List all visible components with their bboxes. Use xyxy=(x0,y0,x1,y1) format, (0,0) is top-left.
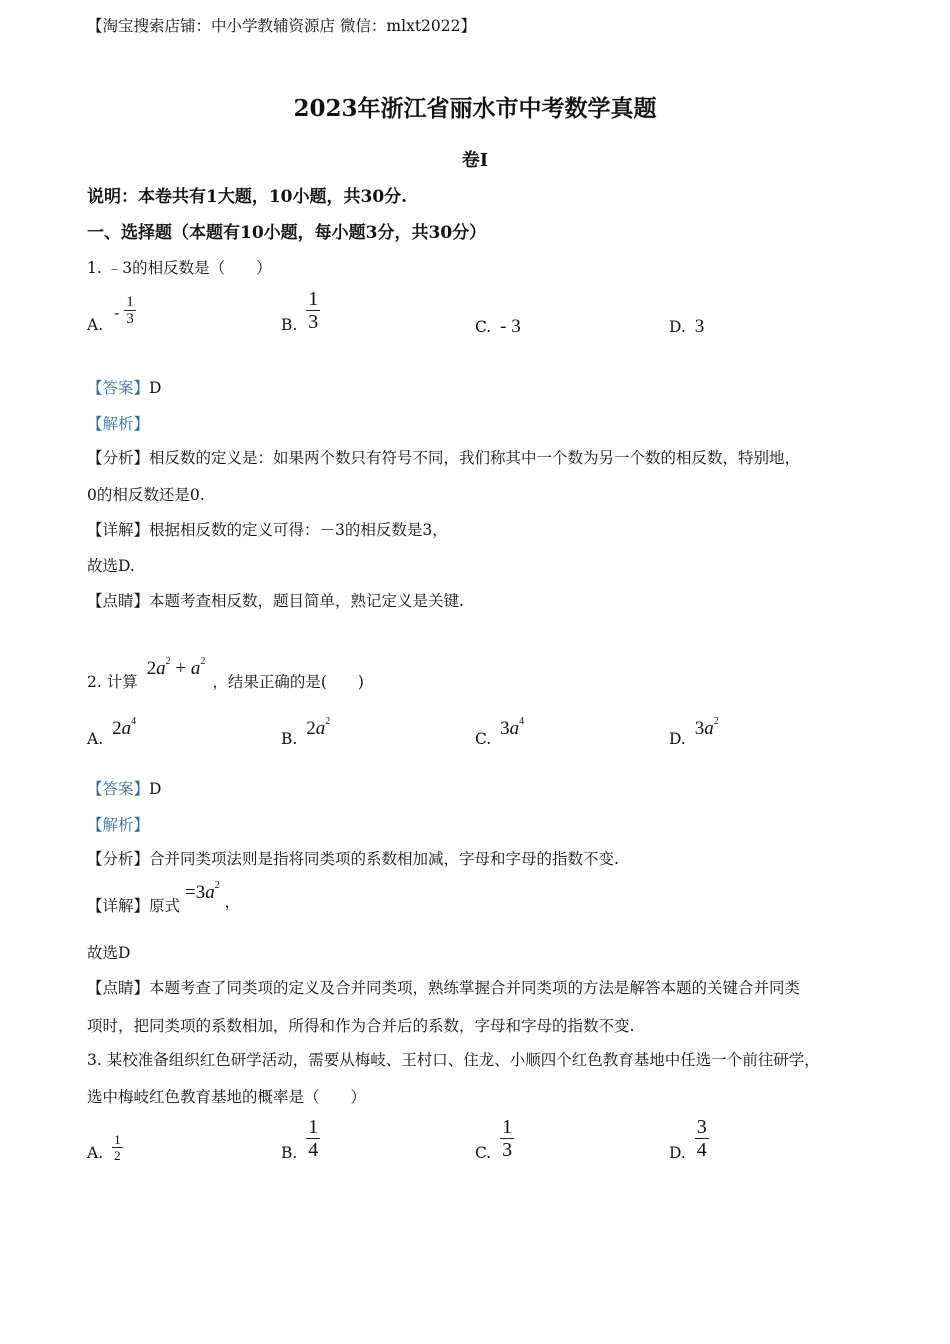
q1-dianjing-text: 本题考查相反数，题目简单，熟记定义是关键. xyxy=(149,592,464,610)
q3-option-b-denominator: 4 xyxy=(308,1139,319,1161)
q1-stem: 1. ﹣3的相反数是（ ） xyxy=(87,259,272,277)
q1-option-a-label: A. xyxy=(87,316,104,334)
q2-option-d xyxy=(669,716,719,748)
q2-analysis-label: 【解析】 xyxy=(87,816,150,834)
q2-option-b-coef: 2 xyxy=(306,718,316,739)
q2-fenxi-label: 【分析】 xyxy=(87,850,150,868)
q2-option-a-coef: 2 xyxy=(112,718,122,739)
q1-option-a-denominator: 3 xyxy=(126,311,134,327)
q3-option-d-denominator: 4 xyxy=(696,1139,707,1161)
q2-option-b-exp: 2 xyxy=(325,716,331,727)
q2-option-c xyxy=(475,716,524,748)
q1-answer xyxy=(87,376,161,398)
q1-fenxi xyxy=(87,446,800,468)
q1-option-a xyxy=(87,290,136,334)
q1-option-b-label: B. xyxy=(281,316,298,334)
q2-option-d-var: a xyxy=(704,718,714,739)
q3-stem-line1: 3. 某校准备组织红色研学活动，需要从梅岐、王村口、住龙、小顺四个红色教育基地中任选一个前往研学， xyxy=(87,1051,820,1069)
q2-xiangjie-label: 【详解】 xyxy=(87,897,150,915)
q2-xiangjie-expr xyxy=(185,880,220,904)
q1-option-b-denominator: 3 xyxy=(308,311,319,333)
q2-option-c-expr xyxy=(500,716,524,740)
q1-fenxi-text: 相反数的定义是：如果两个数只有符号不同，我们称其中一个数为另一个数的相反数，特别地， xyxy=(149,449,801,467)
q1-xiangjie-label: 【详解】 xyxy=(87,521,150,539)
q2-option-a-var: a xyxy=(121,718,132,739)
q1-option-a-fraction xyxy=(124,294,136,327)
q3-option-b-fraction xyxy=(306,1116,320,1161)
q2-expr-coef: 2 xyxy=(146,658,157,679)
q2-option-d-label: D. xyxy=(669,730,686,748)
q1-option-d-value: 3 xyxy=(694,316,705,337)
q2-option-c-label: C. xyxy=(475,730,492,748)
section-heading: 一、选择题（本题有10小题，每小题3分，共30分） xyxy=(87,223,487,243)
q2-option-a-exp: 4 xyxy=(131,716,137,727)
q3-option-b-numerator: 1 xyxy=(308,1116,319,1138)
q2-stem-prefix: 2. 计算 xyxy=(87,673,138,691)
q1-option-d-label: D. xyxy=(669,318,686,336)
q2-stem xyxy=(87,656,364,692)
q3-option-c-numerator: 1 xyxy=(502,1116,513,1138)
q1-option-c xyxy=(475,316,521,338)
q2-option-c-coef: 3 xyxy=(500,718,510,739)
q2-option-c-var: a xyxy=(509,718,520,739)
q3-option-d-label: D. xyxy=(669,1144,686,1162)
q3-option-b xyxy=(281,1116,320,1162)
q1-answer-label: 【答案】 xyxy=(87,379,150,397)
q1-option-b-fraction xyxy=(306,288,320,333)
q1-fenxi-label: 【分析】 xyxy=(87,449,150,467)
q3-option-c-denominator: 3 xyxy=(502,1139,513,1161)
q2-dianjing xyxy=(87,976,800,998)
q2-xiangjie-suffix: ， xyxy=(224,893,241,911)
q2-answer xyxy=(87,777,161,799)
q2-xiangjie-var: a xyxy=(205,882,215,903)
q2-option-b-label: B. xyxy=(281,730,298,748)
q1-dianjing xyxy=(87,589,464,611)
q3-option-a-fraction xyxy=(112,1132,123,1163)
q1-xiangjie xyxy=(87,518,448,540)
q2-option-d-expr xyxy=(695,716,719,740)
q3-option-a xyxy=(87,1132,123,1163)
q2-xiangjie-prefix: 原式 xyxy=(149,897,181,915)
q3-option-b-label: B. xyxy=(281,1144,298,1162)
q1-option-a-numerator: 1 xyxy=(126,294,134,310)
q2-fenxi xyxy=(87,847,619,869)
q2-xiangjie-exp: 2 xyxy=(214,880,220,891)
q2-fenxi-text: 合并同类项法则是指将同类项的系数相加减，字母和字母的指数不变. xyxy=(149,850,619,868)
q1-choose: 故选D. xyxy=(87,557,135,575)
q2-dianjing-label: 【点睛】 xyxy=(87,979,150,997)
q1-analysis-label: 【解析】 xyxy=(87,415,150,433)
q2-choose: 故选D xyxy=(87,944,131,962)
paper-title: 2023年浙江省丽水市中考数学真题 xyxy=(293,95,657,122)
volume-title: 卷Ⅰ xyxy=(461,150,489,171)
q2-option-b-expr xyxy=(306,716,330,740)
q2-option-b-var: a xyxy=(315,718,326,739)
q2-dianjing-line2: 项时，把同类项的系数相加，所得和作为合并后的系数，字母和字母的指数不变. xyxy=(87,1017,635,1035)
q3-option-c-label: C. xyxy=(475,1144,492,1162)
q3-option-a-label: A. xyxy=(87,1144,104,1162)
q2-option-d-coef: 3 xyxy=(694,718,705,739)
page-header: 【淘宝搜索店铺：中小学教辅资源店 微信：mlxt2022】 xyxy=(87,17,477,35)
q1-dianjing-label: 【点睛】 xyxy=(87,592,150,610)
q2-expr-exp2: 2 xyxy=(200,656,206,667)
q3-option-d xyxy=(669,1116,709,1162)
q2-expr-plus: + xyxy=(175,658,187,679)
q2-expr-var2: a xyxy=(190,658,201,679)
q2-option-a-expr xyxy=(112,716,136,740)
q2-option-b xyxy=(281,716,330,748)
q2-xiangjie xyxy=(87,880,240,916)
q2-expr-exp1: 2 xyxy=(165,656,171,667)
q1-answer-value: D xyxy=(149,379,162,397)
q2-option-c-exp: 4 xyxy=(519,716,525,727)
q3-option-a-numerator: 1 xyxy=(114,1132,121,1147)
q1-option-c-label: C. xyxy=(475,318,492,336)
q3-stem-line2: 选中梅岐红色教育基地的概率是（ ） xyxy=(87,1088,367,1106)
q2-stem-suffix: ，结果正确的是( ) xyxy=(212,673,364,691)
q2-dianjing-text: 本题考查了同类项的定义及合并同类项，熟练掌握合并同类项的方法是解答本题的关键合并同类 xyxy=(149,979,801,997)
q2-option-d-exp: 2 xyxy=(713,716,719,727)
q2-expr-var1: a xyxy=(156,658,166,679)
q2-xiangjie-eq: =3 xyxy=(184,882,206,903)
paper-note: 说明：本卷共有1大题，10小题，共30分. xyxy=(87,187,408,207)
q1-option-d xyxy=(669,316,704,338)
q3-option-d-fraction xyxy=(695,1116,709,1161)
q1-fenxi-line2: 0的相反数还是0. xyxy=(87,486,205,504)
q2-option-a-label: A. xyxy=(87,730,104,748)
q3-option-d-numerator: 3 xyxy=(696,1116,707,1138)
q2-expression xyxy=(147,656,206,680)
q3-option-c xyxy=(475,1116,514,1162)
q1-option-c-value: - 3 xyxy=(500,316,521,337)
q1-xiangjie-text: 根据相反数的定义可得：－3的相反数是3， xyxy=(149,521,448,539)
q3-option-c-fraction xyxy=(500,1116,514,1161)
q3-option-a-denominator: 2 xyxy=(114,1148,121,1163)
q1-option-b xyxy=(281,288,320,334)
q2-option-a xyxy=(87,716,136,748)
q1-option-b-numerator: 1 xyxy=(308,288,319,310)
q1-option-a-sign: - xyxy=(114,304,120,322)
q2-answer-value: D xyxy=(149,780,162,798)
q2-answer-label: 【答案】 xyxy=(87,780,150,798)
